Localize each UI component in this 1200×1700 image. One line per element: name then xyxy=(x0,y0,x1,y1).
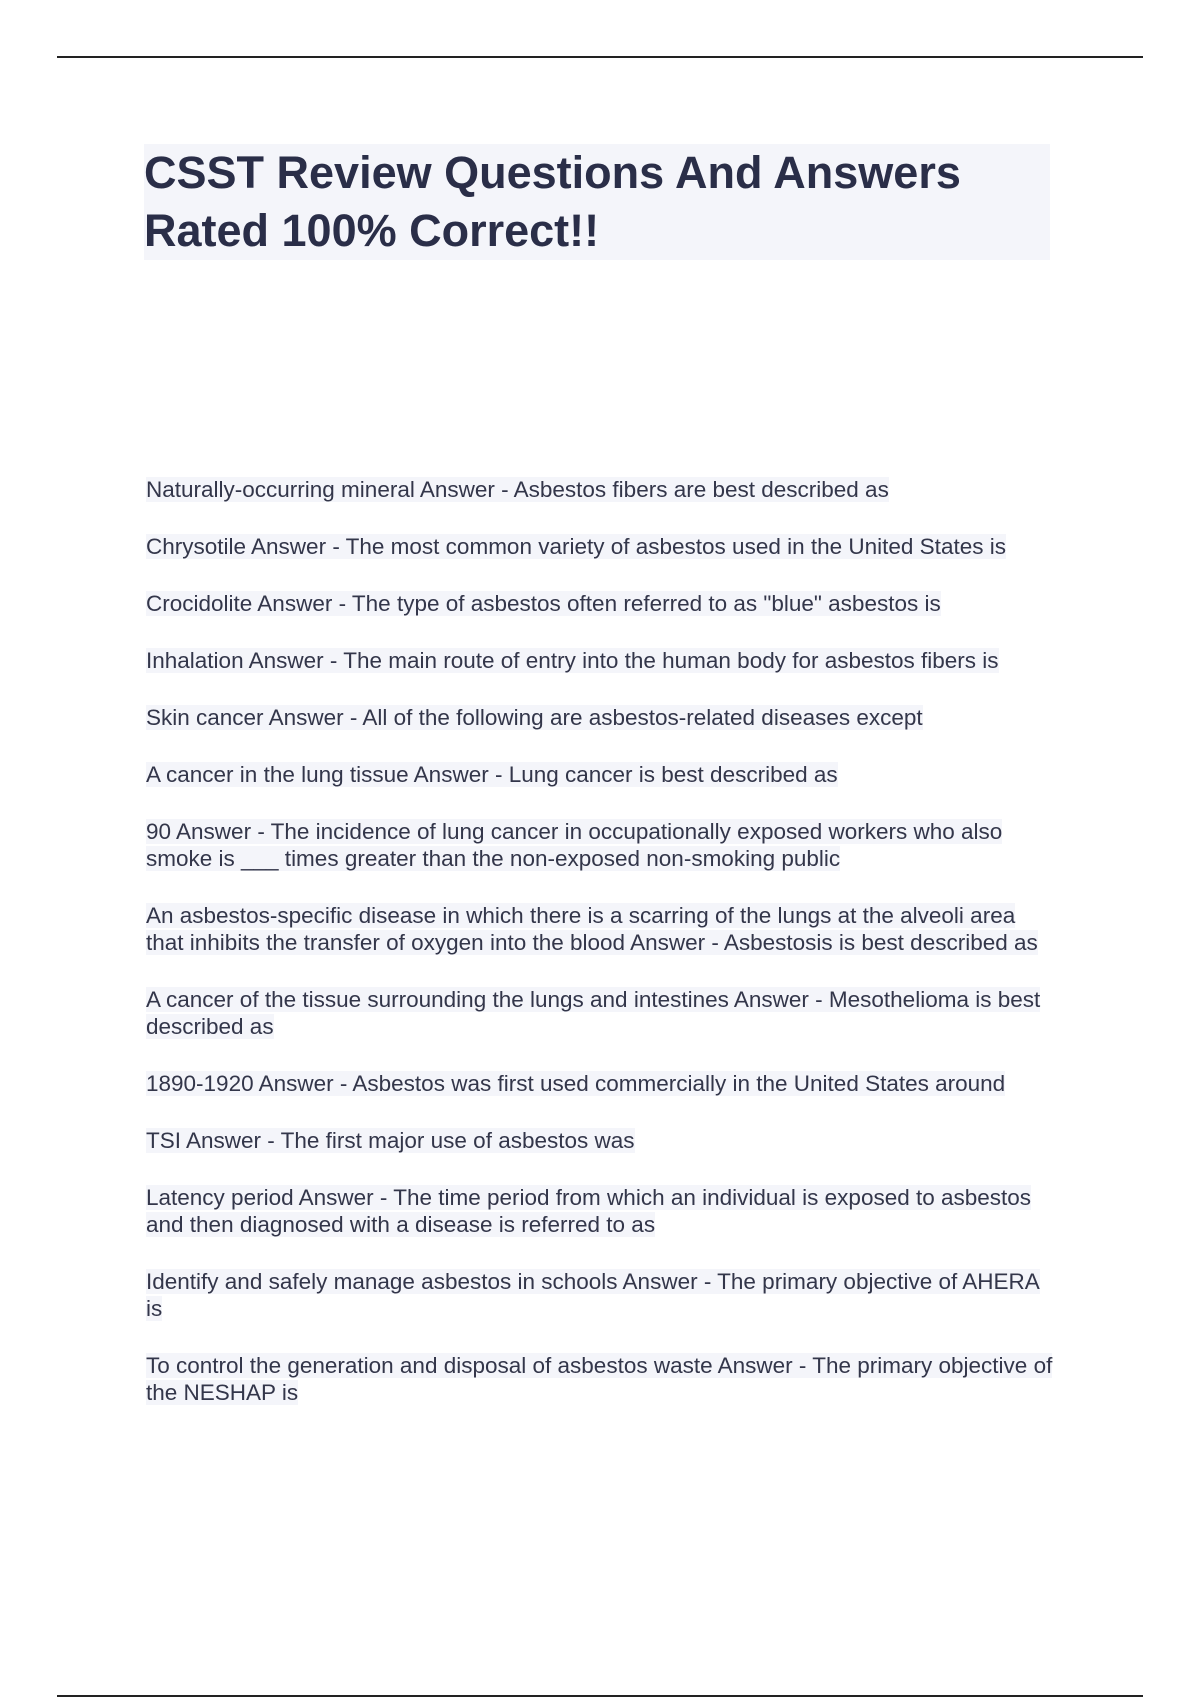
qa-item xyxy=(146,1268,1056,1322)
top-divider xyxy=(57,56,1143,58)
qa-item xyxy=(146,704,1056,731)
qa-item-text: 1890-1920 Answer - Asbestos was first used commercially in the United States around xyxy=(146,1071,1006,1096)
qa-item xyxy=(146,1184,1056,1238)
qa-item xyxy=(146,533,1056,560)
qa-item-text: Latency period Answer - The time period from which an individual is exposed to asbestos and then diagnosed with a disease is referred to as xyxy=(146,1185,1032,1237)
qa-item-text: Inhalation Answer - The main route of entry into the human body for asbestos fibers is xyxy=(146,648,999,673)
qa-item xyxy=(146,1127,1056,1154)
title-block xyxy=(144,144,1050,260)
qa-item xyxy=(146,590,1056,617)
qa-item xyxy=(146,818,1056,872)
qa-item-text: Naturally-occurring mineral Answer - Asbestos fibers are best described as xyxy=(146,477,889,502)
qa-item-text: A cancer in the lung tissue Answer - Lung cancer is best described as xyxy=(146,762,838,787)
qa-item-text: TSI Answer - The first major use of asbestos was xyxy=(146,1128,635,1153)
qa-item xyxy=(146,1070,1056,1097)
qa-item-text: Crocidolite Answer - The type of asbestos often referred to as "blue" asbestos is xyxy=(146,591,941,616)
qa-item-text: Skin cancer Answer - All of the following are asbestos-related diseases except xyxy=(146,705,923,730)
qa-item xyxy=(146,986,1056,1040)
qa-list xyxy=(146,476,1056,1436)
bottom-divider xyxy=(57,1695,1143,1697)
qa-item xyxy=(146,476,1056,503)
qa-item xyxy=(146,761,1056,788)
qa-item-text: A cancer of the tissue surrounding the lungs and intestines Answer - Mesothelioma is best described as xyxy=(146,987,1041,1039)
qa-item xyxy=(146,647,1056,674)
qa-item-text: Chrysotile Answer - The most common variety of asbestos used in the United States is xyxy=(146,534,1006,559)
qa-item-text: Identify and safely manage asbestos in schools Answer - The primary objective of AHERA is xyxy=(146,1269,1040,1321)
document-title: CSST Review Questions And Answers Rated 100% Correct!! xyxy=(144,147,961,256)
qa-item-text: An asbestos-specific disease in which there is a scarring of the lungs at the alveoli area that inhibits the transfer of oxygen into the blood Answer - Asbestosis is best described as xyxy=(146,903,1038,955)
qa-item-text: To control the generation and disposal of asbestos waste Answer - The primary objective of the NESHAP is xyxy=(146,1353,1053,1405)
qa-item-text: 90 Answer - The incidence of lung cancer in occupationally exposed workers who also smoke is ___ times greater than the non-exposed non-smoking public xyxy=(146,819,1003,871)
qa-item xyxy=(146,902,1056,956)
qa-item xyxy=(146,1352,1056,1406)
